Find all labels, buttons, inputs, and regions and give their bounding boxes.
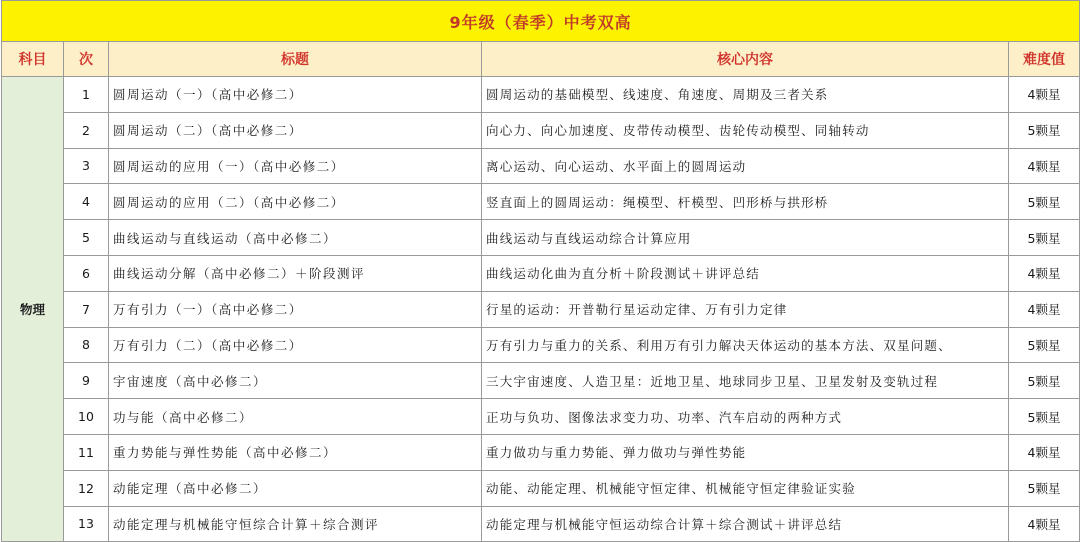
row-difficulty: 5颗星 — [1009, 399, 1080, 435]
row-difficulty: 5颗星 — [1009, 470, 1080, 506]
row-difficulty: 5颗星 — [1009, 184, 1080, 220]
row-title: 重力势能与弹性势能（高中必修二） — [109, 434, 482, 470]
row-content: 竖直面上的圆周运动：绳模型、杆模型、凹形桥与拱形桥 — [482, 184, 1009, 220]
header-row — [2, 42, 1080, 77]
row-number: 4 — [64, 184, 109, 220]
row-number: 9 — [64, 363, 109, 399]
table-row — [2, 112, 1080, 148]
row-number: 5 — [64, 220, 109, 256]
row-difficulty: 5颗星 — [1009, 220, 1080, 256]
column-header-difficulty: 难度值 — [1009, 42, 1080, 77]
row-number: 10 — [64, 399, 109, 435]
table-row — [2, 470, 1080, 506]
row-title: 功与能（高中必修二） — [109, 399, 482, 435]
table-row — [2, 291, 1080, 327]
column-header-content: 核心内容 — [482, 42, 1009, 77]
row-difficulty: 4颗星 — [1009, 291, 1080, 327]
row-difficulty: 4颗星 — [1009, 77, 1080, 113]
row-content: 动能定理与机械能守恒运动综合计算＋综合测试＋讲评总结 — [482, 506, 1009, 542]
row-difficulty: 4颗星 — [1009, 255, 1080, 291]
course-table — [1, 0, 1080, 542]
row-title: 曲线运动分解（高中必修二）＋阶段测评 — [109, 255, 482, 291]
row-number: 13 — [64, 506, 109, 542]
column-header-index: 次 — [64, 42, 109, 77]
row-content: 行星的运动：开普勒行星运动定律、万有引力定律 — [482, 291, 1009, 327]
row-difficulty: 5颗星 — [1009, 327, 1080, 363]
row-content: 曲线运动与直线运动综合计算应用 — [482, 220, 1009, 256]
subject-cell: 物理 — [2, 77, 64, 542]
table-row — [2, 184, 1080, 220]
row-content: 三大宇宙速度、人造卫星：近地卫星、地球同步卫星、卫星发射及变轨过程 — [482, 363, 1009, 399]
table-row — [2, 434, 1080, 470]
row-content: 离心运动、向心运动、水平面上的圆周运动 — [482, 148, 1009, 184]
column-header-subject: 科目 — [2, 42, 64, 77]
row-number: 6 — [64, 255, 109, 291]
row-title: 宇宙速度（高中必修二） — [109, 363, 482, 399]
row-number: 2 — [64, 112, 109, 148]
row-number: 8 — [64, 327, 109, 363]
table-row — [2, 220, 1080, 256]
row-title: 万有引力（一）（高中必修二） — [109, 291, 482, 327]
row-number: 1 — [64, 77, 109, 113]
row-title: 圆周运动的应用（二）（高中必修二） — [109, 184, 482, 220]
row-difficulty: 5颗星 — [1009, 112, 1080, 148]
row-content: 曲线运动化曲为直分析＋阶段测试＋讲评总结 — [482, 255, 1009, 291]
row-difficulty: 4颗星 — [1009, 434, 1080, 470]
row-number: 3 — [64, 148, 109, 184]
row-title: 动能定理与机械能守恒综合计算＋综合测评 — [109, 506, 482, 542]
column-header-title: 标题 — [109, 42, 482, 77]
row-title: 圆周运动的应用（一）（高中必修二） — [109, 148, 482, 184]
table-row — [2, 399, 1080, 435]
row-content: 重力做功与重力势能、弹力做功与弹性势能 — [482, 434, 1009, 470]
row-difficulty: 5颗星 — [1009, 363, 1080, 399]
row-difficulty: 4颗星 — [1009, 148, 1080, 184]
row-title: 圆周运动（一）（高中必修二） — [109, 77, 482, 113]
table-row — [2, 255, 1080, 291]
row-content: 万有引力与重力的关系、利用万有引力解决天体运动的基本方法、双星问题、 — [482, 327, 1009, 363]
row-content: 动能、动能定理、机械能守恒定律、机械能守恒定律验证实验 — [482, 470, 1009, 506]
row-content: 正功与负功、图像法求变力功、功率、汽车启动的两种方式 — [482, 399, 1009, 435]
row-content: 向心力、向心加速度、皮带传动模型、齿轮传动模型、同轴转动 — [482, 112, 1009, 148]
title-row — [2, 1, 1080, 42]
row-title: 万有引力（二）（高中必修二） — [109, 327, 482, 363]
row-title: 曲线运动与直线运动（高中必修二） — [109, 220, 482, 256]
row-number: 7 — [64, 291, 109, 327]
row-title: 圆周运动（二）（高中必修二） — [109, 112, 482, 148]
table-row — [2, 77, 1080, 113]
table-row — [2, 148, 1080, 184]
row-number: 12 — [64, 470, 109, 506]
row-number: 11 — [64, 434, 109, 470]
row-title: 动能定理（高中必修二） — [109, 470, 482, 506]
page-title: 9年级（春季）中考双高 — [2, 1, 1080, 42]
row-difficulty: 4颗星 — [1009, 506, 1080, 542]
table-row — [2, 363, 1080, 399]
row-content: 圆周运动的基础模型、线速度、角速度、周期及三者关系 — [482, 77, 1009, 113]
table-row — [2, 506, 1080, 542]
table-row — [2, 327, 1080, 363]
